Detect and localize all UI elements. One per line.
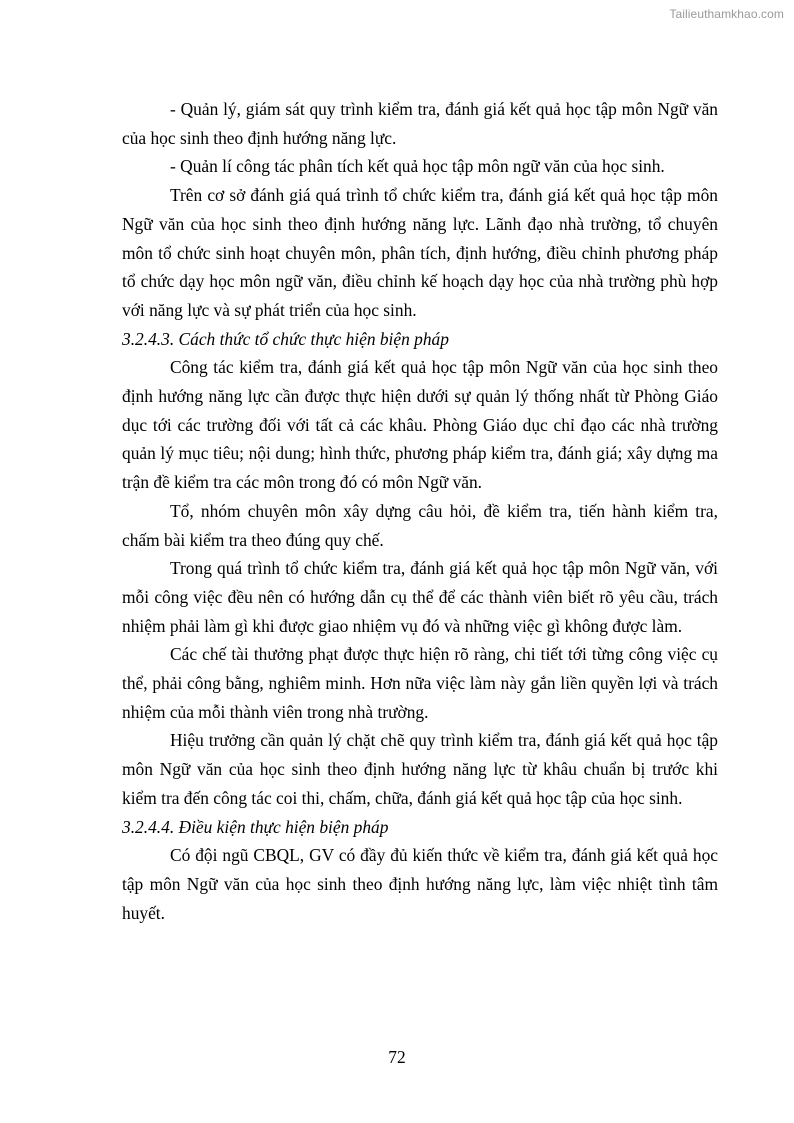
- paragraph-management-supervision: - Quản lý, giám sát quy trình kiểm tra, đánh giá kết quả học tập môn Ngữ văn của học sinh theo định hướng năng lực.: [122, 99, 718, 148]
- section-heading-3-2-4-4: 3.2.4.4. Điều kiện thực hiện biện pháp: [122, 816, 389, 837]
- paragraph-professional-groups: Tổ, nhóm chuyên môn xây dựng câu hỏi, đề kiểm tra, tiến hành kiểm tra, chấm bài kiểm tra theo đúng quy chế.: [122, 500, 718, 550]
- paragraph-principal-management: Hiệu trưởng cần quản lý chặt chẽ quy trình kiểm tra, đánh giá kết quả học tập môn Ngữ văn của học sinh theo định hướng năng lực từ khâu chuẩn bị trước khi kiểm tra đến công tác coi thi, chấm, chữa, đánh giá kết quả học tập của học sinh.: [122, 730, 718, 808]
- paragraph-specific-guidance: Trong quá trình tổ chức kiểm tra, đánh giá kết quả học tập môn Ngữ văn, với mỗi công việc đều nên có hướng dẫn cụ thể để các thành viên biết rõ yêu cầu, trách nhiệm phải làm gì khi được giao nhiệm vụ đó và những việc gì không được làm.: [122, 558, 718, 636]
- paragraph-management-analysis: - Quản lí công tác phân tích kết quả học tập môn ngữ văn của học sinh.: [170, 156, 665, 177]
- paragraph-staff-conditions: Có đội ngũ CBQL, GV có đầy đủ kiến thức về kiểm tra, đánh giá kết quả học tập môn Ngữ văn của học sinh theo định hướng năng lực, làm việc nhiệt tình tâm huyết.: [122, 845, 718, 923]
- section-heading-3-2-4-3: 3.2.4.3. Cách thức tổ chức thực hiện biện pháp: [122, 328, 449, 349]
- document-body: [122, 95, 718, 927]
- paragraph-basis-evaluation: Trên cơ sở đánh giá quá trình tổ chức kiểm tra, đánh giá kết quả học tập môn Ngữ văn của học sinh theo định hướng năng lực. Lãnh đạo nhà trường, tổ chuyên môn tổ chức sinh hoạt chuyên môn, phân tích, định hướng, điều chỉnh phương pháp tổ chức dạy học môn ngữ văn, điều chỉnh kế hoạch dạy học của nhà trường phù hợp với năng lực và sự phát triển của học sinh.: [122, 185, 718, 320]
- paragraph-rewards-sanctions: Các chế tài thưởng phạt được thực hiện rõ ràng, chi tiết tới từng công việc cụ thể, phải công bằng, nghiêm minh. Hơn nữa việc làm này gắn liền quyền lợi và trách nhiệm của mỗi thành viên trong nhà trường.: [122, 644, 718, 722]
- paragraph-unified-management: Công tác kiểm tra, đánh giá kết quả học tập môn Ngữ văn của học sinh theo định hướng năng lực cần được thực hiện dưới sự quản lý thống nhất từ Phòng Giáo dục tới các trường đối với tất cả các khâu. Phòng Giáo dục chỉ đạo các nhà trường quản lý mục tiêu; nội dung; hình thức, phương pháp kiểm tra, đánh giá; xây dựng ma trận đề kiểm tra các môn trong đó có môn Ngữ văn.: [122, 357, 718, 493]
- watermark-text: Tailieuthamkhao.com: [669, 7, 784, 21]
- page-number: 72: [388, 1047, 406, 1067]
